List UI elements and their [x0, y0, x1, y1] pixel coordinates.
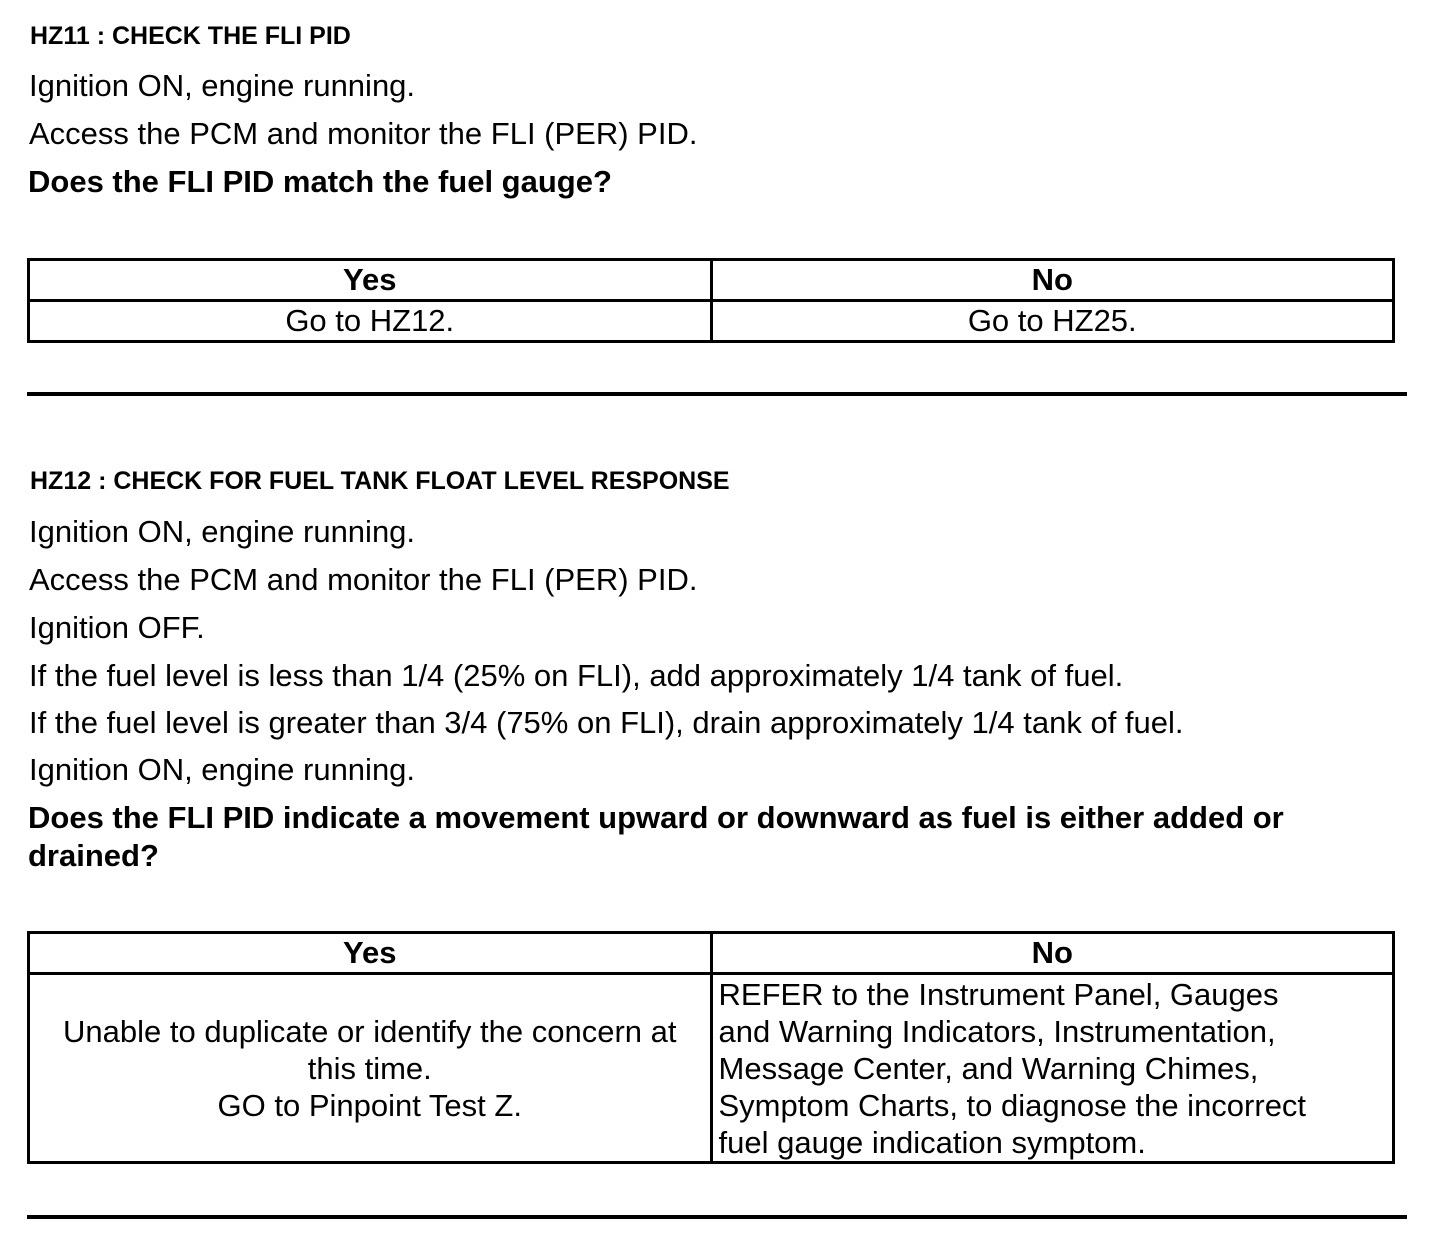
no-action [711, 974, 1394, 1163]
yes-action [29, 974, 712, 1163]
no-header: No [711, 933, 1394, 974]
no-action-line: Message Center, and Warning Chimes, [718, 1050, 1259, 1086]
yes-action-line: this time. [307, 1050, 432, 1086]
instruction-line: Access the PCM and monitor the FLI (PER) PID. [29, 116, 698, 151]
no-action-line: fuel gauge indication symptom. [718, 1124, 1146, 1160]
section-divider [27, 392, 1407, 396]
step-question-hz12: Does the FLI PID indicate a movement upward or downward as fuel is either added or drained? [28, 800, 1284, 873]
yes-action: Go to HZ12. [29, 301, 712, 342]
yes-action-line: GO to Pinpoint Test Z. [217, 1087, 522, 1123]
instruction-line: Ignition ON, engine running. [29, 752, 416, 787]
instruction-line: If the fuel level is less than 1/4 (25% on FLI), add approximately 1/4 tank of fuel. [29, 658, 1124, 693]
step-title-hz12: HZ12 : CHECK FOR FUEL TANK FLOAT LEVEL RESPONSE [30, 467, 730, 495]
yes-header: Yes [29, 260, 712, 301]
yes-action-line: Unable to duplicate or identify the concern at [63, 1013, 677, 1049]
yes-no-table-hz11 [27, 258, 1395, 343]
no-action: Go to HZ25. [711, 301, 1394, 342]
instruction-line: Ignition ON, engine running. [29, 514, 416, 549]
yes-no-table-hz12 [27, 931, 1395, 1164]
step-question-hz11: Does the FLI PID match the fuel gauge? [28, 164, 612, 199]
no-action-line: and Warning Indicators, Instrumentation, [718, 1013, 1276, 1049]
yes-header: Yes [29, 933, 712, 974]
no-action-line: Symptom Charts, to diagnose the incorrect [718, 1087, 1307, 1123]
instruction-line: If the fuel level is greater than 3/4 (75% on FLI), drain approximately 1/4 tank of fuel. [29, 705, 1184, 740]
no-action-line: REFER to the Instrument Panel, Gauges [718, 976, 1279, 1012]
instruction-line: Access the PCM and monitor the FLI (PER) PID. [29, 562, 698, 597]
section-divider [27, 1215, 1407, 1219]
step-title-hz11: HZ11 : CHECK THE FLI PID [30, 22, 351, 50]
instruction-line: Ignition ON, engine running. [29, 68, 416, 103]
no-header: No [711, 260, 1394, 301]
instruction-line: Ignition OFF. [29, 610, 205, 645]
